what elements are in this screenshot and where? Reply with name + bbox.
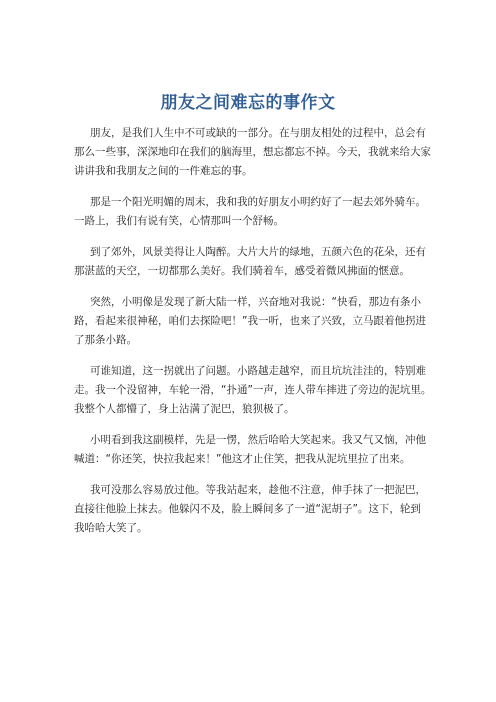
paragraph-line: 可谁知道，这一拐就出了问题。小路越走越窄，而且坑坑洼洼的，特别难 xyxy=(90,365,426,377)
paragraph-line: 我可没那么容易放过他。等我站起来，趁他不注意，伸手抹了一把泥巴， xyxy=(90,484,426,496)
paragraph-line: 讲讲我和我朋友之间的一件难忘的事。 xyxy=(74,165,253,177)
paragraph-line: 那湛蓝的天空，一切都那么美好。我们骑着车，感受着微风拂面的惬意。 xyxy=(74,265,410,277)
paragraph-line: 突然，小明像是发现了新大陆一样，兴奋地对我说：“快看，那边有条小 xyxy=(90,296,421,308)
paragraph-7 xyxy=(74,481,434,538)
paragraph-line: 小明看到我这副模样，先是一愣，然后哈哈大笑起来。我又气又恼，冲他 xyxy=(90,434,426,446)
paragraph-5 xyxy=(74,362,434,419)
paragraph-line: 一路上，我们有说有笑，心情那叫一个舒畅。 xyxy=(74,215,284,227)
paragraph-1 xyxy=(74,124,434,181)
paragraph-4 xyxy=(74,293,434,350)
paragraph-line: 喊道：“你还笑，快拉我起来！”他这才止住笑，把我从泥坑里拉了出来。 xyxy=(74,453,411,465)
paragraph-line: 那是一个阳光明媚的周末，我和我的好朋友小明约好了一起去郊外骑车。 xyxy=(90,196,426,208)
paragraph-line: 到了郊外，风景美得让人陶醉。大片大片的绿地，五颜六色的花朵，还有 xyxy=(90,246,426,258)
paragraph-line: 那么一些事，深深地印在我们的脑海里，想忘都忘不掉。今天，我就来给大家 xyxy=(74,146,431,158)
document-body xyxy=(74,124,434,550)
paragraph-3 xyxy=(74,243,434,281)
paragraph-line: 路，看起来很神秘，咱们去探险吧！”我一听，也来了兴致，立马跟着他拐进 xyxy=(74,315,426,327)
paragraph-line: 我整个人都懵了，身上沾满了泥巴，狼狈极了。 xyxy=(74,403,295,415)
paragraph-line: 我哈哈大笑了。 xyxy=(74,522,148,534)
paragraph-line: 了那条小路。 xyxy=(74,334,137,346)
paragraph-2 xyxy=(74,193,434,231)
document-title: 朋友之间难忘的事作文 xyxy=(160,93,336,113)
paragraph-line: 直接往他脸上抹去。他躲闪不及，脸上瞬间多了一道“泥胡子”。这下，轮到 xyxy=(74,503,421,515)
paragraph-line: 朋友，是我们人生中不可或缺的一部分。在与朋友相处的过程中，总会有 xyxy=(90,127,426,139)
paragraph-line: 走。我一个没留神，车轮一滑，“扑通”一声，连人带车摔进了旁边的泥坑里。 xyxy=(74,384,432,396)
paragraph-6 xyxy=(74,431,434,469)
